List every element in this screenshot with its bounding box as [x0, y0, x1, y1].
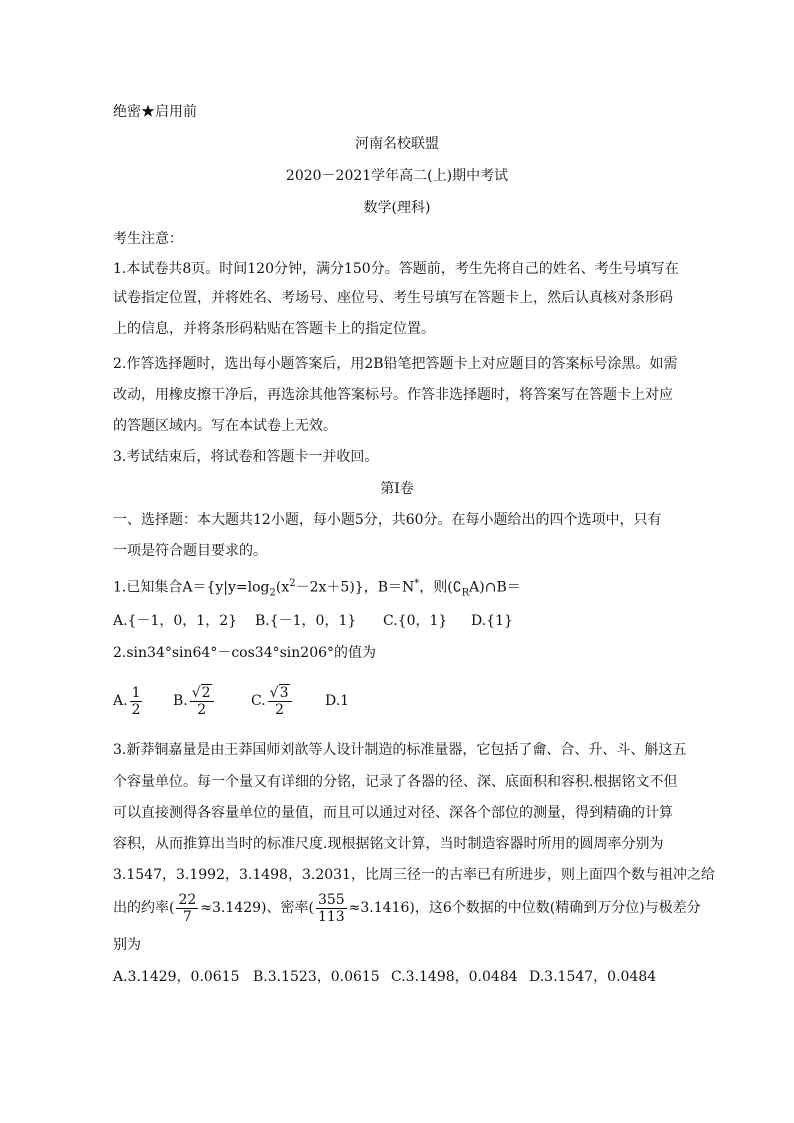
- fraction: $\frac{22}{7}$: [178, 891, 197, 925]
- fraction: $\frac{√3}{2}$: [268, 685, 292, 718]
- question-3-line: 可以直接测得各容量单位的量值，而且可以通过对径、深各个部位的测量，得到精确的计算: [113, 805, 673, 821]
- question-3-line: 3.新莽铜嘉量是由王莽国师刘歆等人设计制造的标准量器，它包括了龠、合、升、斗、斛这五: [113, 742, 687, 758]
- notice-line: 2.作答选择题时，选出每小题答案后，用2B铅笔把答题卡上对应题目的答案标号涂黑。如需: [113, 356, 678, 372]
- question-3-line: 3.1547，3.1992，3.1498，3.2031，比周三径一的古率已有所进步，则上面四个数与祖冲之给: [113, 867, 715, 883]
- notice-line: 改动，用橡皮擦干净后，再选涂其他答案标号。作答非选择题时，将答案写在答题卡上对应: [113, 387, 673, 403]
- subject-title: 数学(理科): [363, 200, 431, 216]
- notice-line: 试卷指定位置，并将姓名、考场号、座位号、考生号填写在答题卡上，然后认真核对条形码: [113, 290, 673, 306]
- exam-title: 2020－2021学年高二(上)期中考试: [285, 168, 509, 184]
- option-b[interactable]: B.{－1，0，1}: [255, 613, 357, 629]
- confidential-mark: 绝密★启用前: [113, 104, 197, 120]
- option-d[interactable]: D.{1}: [471, 613, 513, 629]
- question-1-options: [113, 611, 513, 631]
- question-3-line: 别为: [113, 937, 141, 953]
- question-3-options: [113, 967, 656, 987]
- section-instruction: 一、选择题：本大题共12小题，每小题5分，共60分。在每小题给出的四个选项中，只有: [113, 512, 662, 528]
- fraction: $\frac{√2}{2}$: [190, 685, 214, 718]
- section-instruction: 一项是符合题目要求的。: [113, 543, 267, 559]
- fraction: $\frac{1}{2}$: [131, 684, 141, 718]
- complement-symbol: ∁: [452, 579, 462, 596]
- option-c[interactable]: C. $\frac{√3}{2}$: [251, 683, 325, 719]
- notice-title: 考生注意：: [113, 231, 183, 247]
- option-c[interactable]: C.{0，1}: [383, 613, 448, 629]
- option-a[interactable]: A. $\frac{1}{2}$: [113, 684, 141, 718]
- fraction: $\frac{355}{113}$: [317, 891, 345, 925]
- notice-line: 3.考试结束后，将试卷和答题卡一并收回。: [113, 449, 379, 465]
- option-d[interactable]: D.3.1547，0.0484: [529, 969, 657, 985]
- notice-line: 的答题区域内。写在本试卷上无效。: [113, 418, 337, 434]
- option-b[interactable]: B.3.1523，0.0615: [253, 969, 380, 985]
- question-2-stem: 2.sin34°sin64°－cos34°sin206°的值为: [113, 645, 377, 661]
- option-a[interactable]: A.{－1，0，1，2}: [113, 613, 238, 629]
- option-a[interactable]: A.3.1429，0.0615: [113, 969, 240, 985]
- option-b[interactable]: B. $\frac{√2}{2}$: [173, 683, 251, 719]
- question-3-line: 容积，从而推算出当时的标准尺度.现根据铭文计算，当时制造容器时所用的圆周率分别为: [113, 836, 664, 852]
- option-c[interactable]: C.3.1498，0.0484: [391, 969, 518, 985]
- notice-line: 1.本试卷共8页。时间120分钟，满分150分。答题前，考生先将自己的姓名、考生号填写在: [113, 261, 679, 277]
- volume-title: 第Ⅰ卷: [380, 481, 414, 497]
- organization-title: 河南名校联盟: [355, 136, 439, 152]
- notice-line: 上的信息，并将条形码粘贴在答题卡上的指定位置。: [113, 321, 435, 337]
- question-2-options: [113, 683, 349, 719]
- option-d[interactable]: D.1: [325, 693, 350, 709]
- question-3-line: 出的约率( $\frac{22}{7}$ ≈3.1429)、密率( $\frac{355}{113}$ ≈3.1416)，这6个数据的中位数(精确到万分位)与极差分: [113, 891, 701, 925]
- question-1-stem: 1.已知集合$A=\{y|y=\log_2(x^2-2x+5)\}$，B＝N*，则$(∁_RA)\cap B=$: [113, 578, 521, 599]
- question-3-line: 个容量单位。每一个量又有详细的分铭，记录了各器的径、深、底面积和容积.根据铭文不但: [113, 774, 678, 790]
